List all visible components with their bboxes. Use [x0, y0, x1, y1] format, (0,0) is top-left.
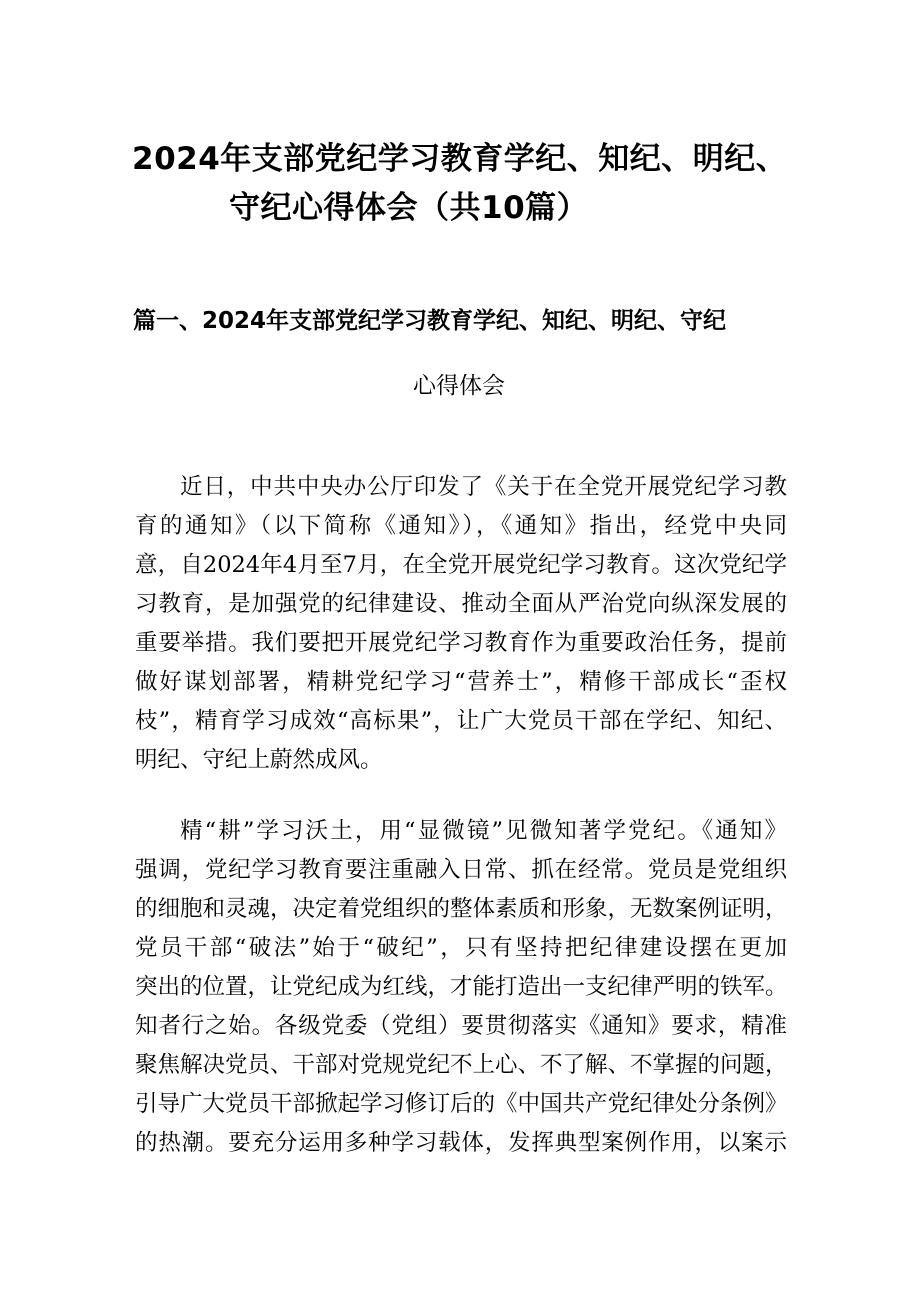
- paragraph-1-line: 育的通知》（以下简称《通知》），《通知》指出，经党中央同: [135, 513, 787, 539]
- paragraph-1-line: 意，自2024年4月至7月，在全党开展党纪学习教育。这次党纪学: [135, 552, 787, 578]
- document-title-line-1: 2024年支部党纪学习教育学纪、知纪、明纪、: [132, 141, 788, 177]
- paragraph-2-line: 的热潮。要充分运用多种学习载体，发挥典型案例作用，以案示: [135, 1130, 787, 1156]
- paragraph-1-line: 明纪、守纪上蔚然成风。: [135, 747, 383, 773]
- paragraph-2-line: 强调，党纪学习教育要注重融入日常、抓在经常。党员是党组织: [135, 857, 787, 883]
- section-heading-line-2: 心得体会: [413, 373, 505, 399]
- paragraph-1-line: 枝”，精育学习成效“高标果”，让广大党员干部在学纪、知纪、: [135, 708, 787, 734]
- paragraph-2-line: 精“耕”学习沃土，用“显微镜”见微知著学党纪。《通知》: [180, 818, 787, 844]
- paragraph-2-line: 引导广大党员干部掀起学习修订后的《中国共产党纪律处分条例》: [135, 1091, 788, 1117]
- paragraph-2-line: 突出的位置，让党纪成为红线，才能打造出一支纪律严明的铁军。: [135, 974, 788, 1000]
- paragraph-1-line: 习教育，是加强党的纪律建设、推动全面从严治党向纵深发展的: [135, 591, 787, 617]
- paragraph-2-line: 党员干部“破法”始于“破纪”，只有坚持把纪律建设摆在更加: [135, 935, 787, 961]
- paragraph-1-line: 做好谋划部署，精耕党纪学习“营养士”，精修干部成长“歪权: [135, 669, 787, 695]
- paragraph-2-line: 知者行之始。各级党委（党组）要贯彻落实《通知》要求，精准: [135, 1013, 787, 1039]
- section-heading-line-1: 篇一、2024年支部党纪学习教育学纪、知纪、明纪、守纪: [133, 308, 727, 334]
- paragraph-2-line: 聚焦解决党员、干部对党规党纪不上心、不了解、不掌握的问题，: [135, 1052, 788, 1078]
- paragraph-2-line: 的细胞和灵魂，决定着党组织的整体素质和形象，无数案例证明，: [135, 896, 788, 922]
- document-title-line-2: 守纪心得体会（共10篇）: [229, 190, 589, 226]
- paragraph-1-line: 近日，中共中央办公厅印发了《关于在全党开展党纪学习教: [180, 474, 787, 500]
- paragraph-1-line: 重要举措。我们要把开展党纪学习教育作为重要政治任务，提前: [135, 630, 787, 656]
